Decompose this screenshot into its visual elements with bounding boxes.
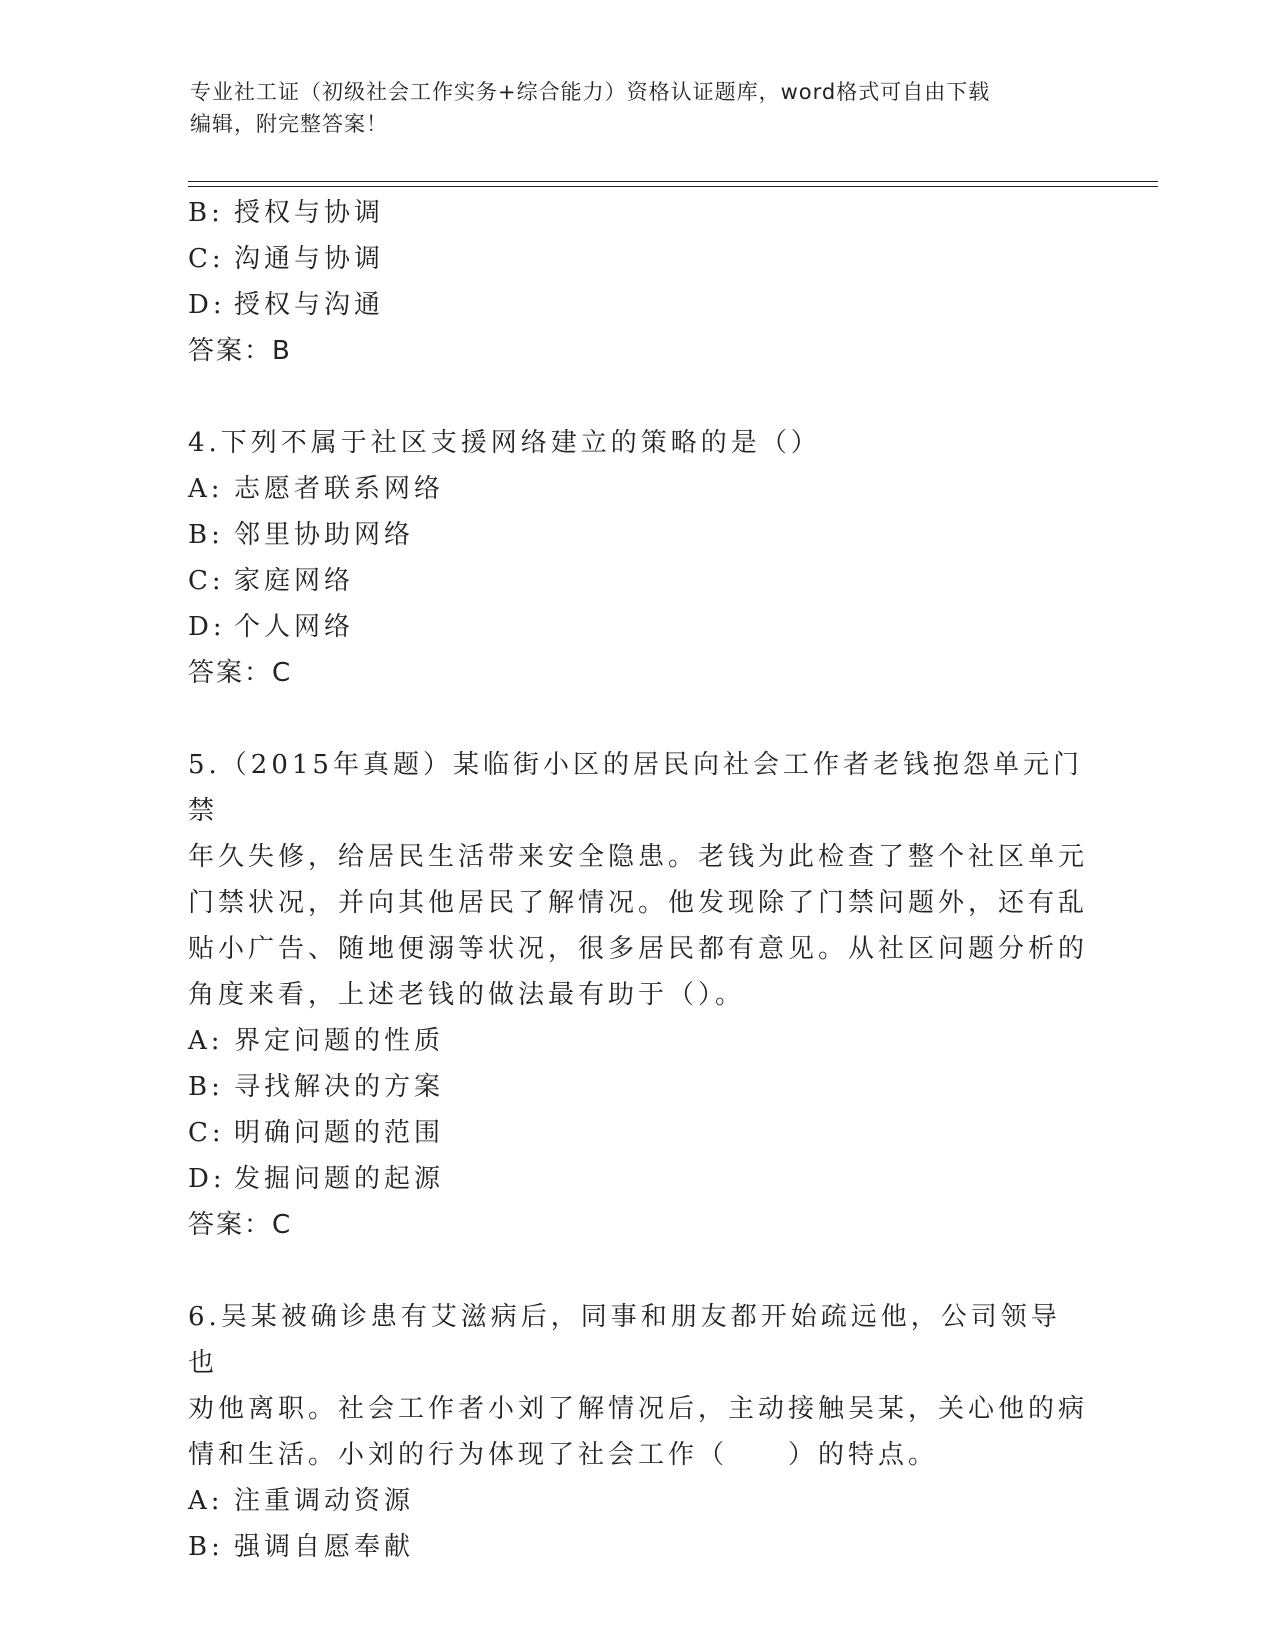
option-a	[188, 466, 1088, 512]
answer-line: 答案：B	[188, 336, 292, 366]
option-text: 明确问题的范围	[234, 1118, 445, 1148]
option-b	[188, 512, 1088, 558]
option-text: 授权与沟通	[234, 290, 385, 320]
option-label: D:	[188, 290, 226, 320]
option-d	[188, 1156, 1088, 1202]
question-3-partial	[188, 190, 1088, 374]
option-label: D:	[188, 1164, 226, 1194]
option-d	[188, 604, 1088, 650]
option-label: A:	[188, 1486, 224, 1516]
question-stem-line: 5.（2015年真题）某临街小区的居民向社会工作者老钱抱怨单元门禁	[188, 750, 1083, 826]
option-a	[188, 1018, 1088, 1064]
option-text: 注重调动资源	[234, 1486, 415, 1516]
option-c	[188, 1110, 1088, 1156]
question-stem-line: 贴小广告、随地便溺等状况，很多居民都有意见。从社区问题分析的	[188, 934, 1089, 964]
option-label: B:	[188, 520, 224, 550]
option-text: 家庭网络	[234, 566, 355, 596]
option-label: B:	[188, 1532, 224, 1562]
question-stem-line: 门禁状况，并向其他居民了解情况。他发现除了门禁问题外，还有乱	[188, 888, 1089, 918]
option-label: C:	[188, 1118, 225, 1148]
question-stem-line: 劝他离职。社会工作者小刘了解情况后，主动接触吴某，关心他的病	[188, 1394, 1089, 1424]
header-title-line-1: 专业社工证（初级社会工作实务+综合能力）资格认证题库，word格式可自由下载	[190, 80, 991, 104]
header-divider-bottom	[188, 186, 1158, 187]
option-text: 志愿者联系网络	[234, 474, 445, 504]
question-stem-line: 6.吴某被确诊患有艾滋病后，同事和朋友都开始疏远他，公司领导也	[188, 1302, 1061, 1378]
question-stem: 4.下列不属于社区支援网络建立的策略的是（）	[188, 428, 821, 458]
option-text: 邻里协助网络	[234, 520, 415, 550]
question-4	[188, 420, 1088, 696]
answer-line: 答案：C	[188, 658, 293, 688]
spacer	[188, 696, 1088, 742]
option-label: C:	[188, 244, 225, 274]
question-content	[188, 190, 1088, 1570]
option-label: A:	[188, 1026, 224, 1056]
spacer	[188, 1248, 1088, 1294]
header-title-line-2: 编辑，附完整答案！	[190, 112, 388, 136]
spacer	[188, 374, 1088, 420]
option-text: 个人网络	[234, 612, 355, 642]
option-label: B:	[188, 1072, 224, 1102]
option-text: 界定问题的性质	[234, 1026, 445, 1056]
option-label: C:	[188, 566, 225, 596]
question-stem-line: 年久失修，给居民生活带来安全隐患。老钱为此检查了整个社区单元	[188, 842, 1089, 872]
option-c	[188, 558, 1088, 604]
question-5	[188, 742, 1088, 1248]
option-label: D:	[188, 612, 226, 642]
option-b	[188, 190, 1088, 236]
question-stem-line: 角度来看，上述老钱的做法最有助于（）。	[188, 980, 746, 1010]
document-header	[190, 76, 1090, 140]
option-text: 授权与协调	[234, 198, 385, 228]
option-b	[188, 1064, 1088, 1110]
question-stem-line: 情和生活。小刘的行为体现了社会工作（ ）的特点。	[188, 1440, 939, 1470]
option-text: 沟通与协调	[234, 244, 385, 274]
answer-line: 答案：C	[188, 1210, 293, 1240]
option-d	[188, 282, 1088, 328]
option-label: A:	[188, 474, 224, 504]
option-label: B:	[188, 198, 224, 228]
question-6	[188, 1294, 1088, 1570]
option-text: 发掘问题的起源	[234, 1164, 445, 1194]
option-c	[188, 236, 1088, 282]
header-divider-top	[188, 181, 1158, 182]
option-text: 寻找解决的方案	[234, 1072, 445, 1102]
option-b	[188, 1524, 1088, 1570]
option-text: 强调自愿奉献	[234, 1532, 415, 1562]
option-a	[188, 1478, 1088, 1524]
